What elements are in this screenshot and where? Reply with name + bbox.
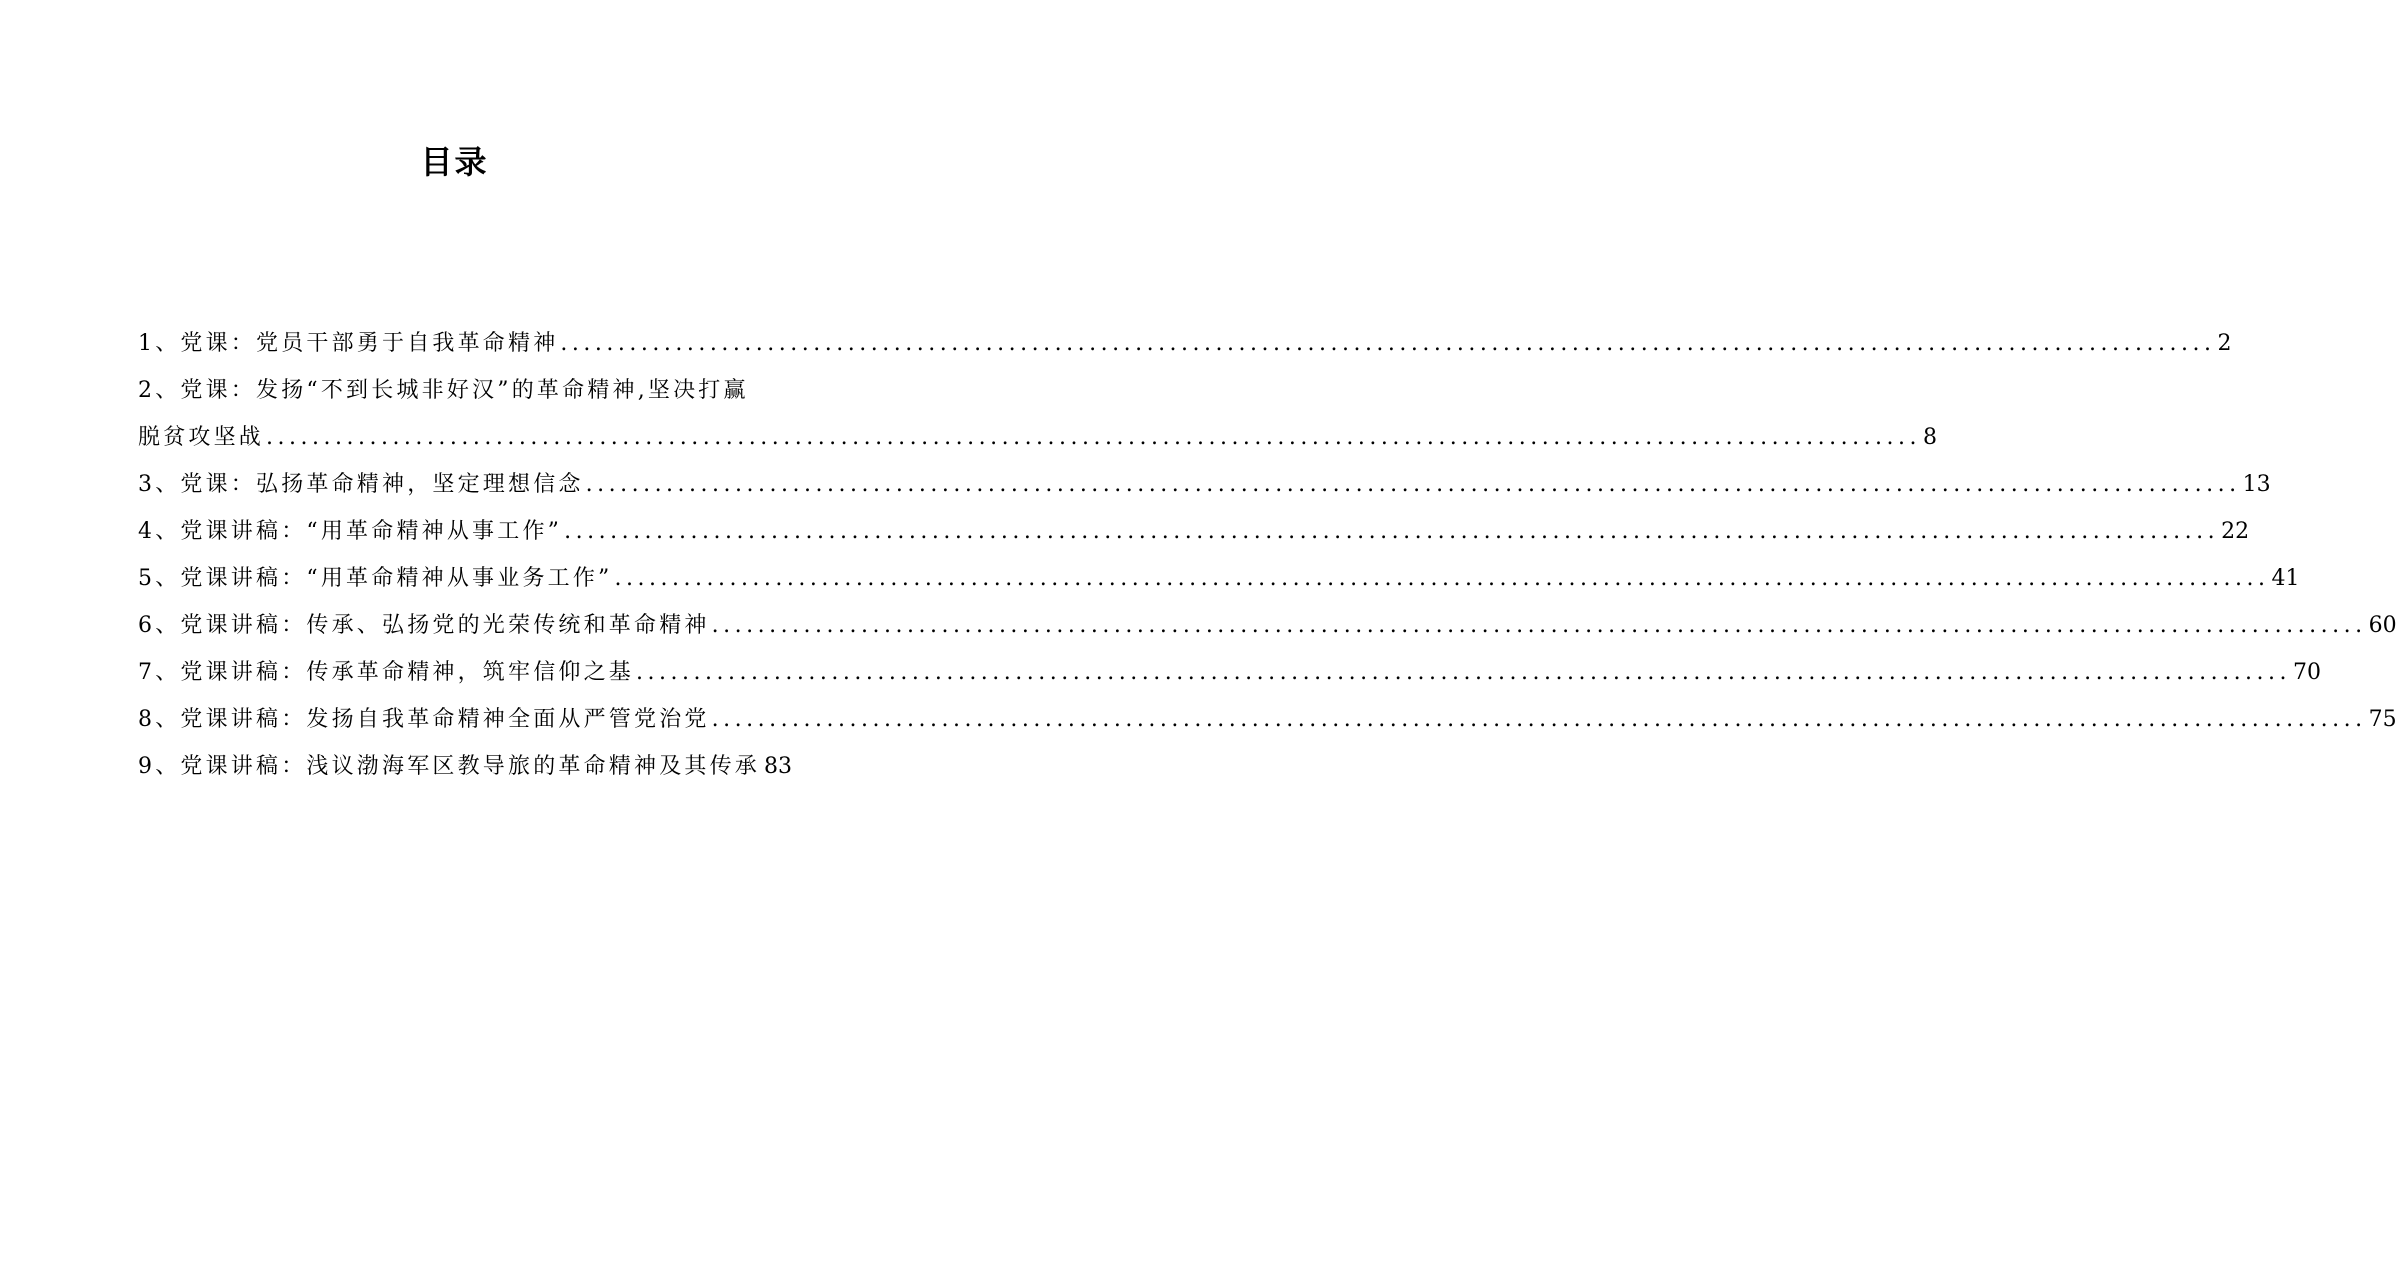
toc-entry-number: 5、	[138, 566, 181, 591]
toc-dot-leader	[560, 320, 2215, 367]
toc-dot-leader	[586, 461, 2241, 508]
toc-page-number: 2	[2217, 331, 2232, 356]
toc-entry-number: 3、	[138, 472, 181, 497]
toc-entry-title: 党课讲稿：浅议渤海军区教导旅的革命精神及其传承	[180, 754, 761, 779]
toc-entry-title: 党课：党员干部勇于自我革命精神	[180, 331, 559, 356]
toc-entry-title: 党课讲稿：“用革命精神从事业务工作”	[180, 566, 613, 591]
page-title: 目录	[420, 143, 489, 181]
toc-entry-9[interactable]	[138, 743, 793, 790]
toc-entry-title-line2: 脱贫攻坚战	[138, 425, 265, 450]
toc-entry-7[interactable]	[138, 649, 2322, 696]
toc-entry-number: 6、	[138, 613, 181, 638]
toc-page-number: 83	[764, 754, 793, 779]
toc-page-number: 13	[2242, 472, 2271, 497]
toc-entry-8[interactable]	[138, 696, 2397, 743]
toc-entry-title: 党课讲稿：发扬自我革命精神全面从严管党治党	[180, 707, 710, 732]
toc-entry-title: 党课讲稿：传承、弘扬党的光荣传统和革命精神	[180, 613, 710, 638]
toc-entry-3[interactable]	[138, 461, 2271, 508]
toc-page-number: 22	[2221, 519, 2250, 544]
toc-entry-5[interactable]	[138, 555, 2300, 602]
toc-entry-title-line1: 党课：发扬“不到长城非好汉”的革命精神,坚决打赢	[180, 378, 749, 403]
toc-page-number: 8	[1923, 425, 1938, 450]
toc-dot-leader	[266, 414, 1921, 461]
toc-entry-number: 1、	[138, 331, 181, 356]
toc-dot-leader	[615, 555, 2270, 602]
toc-dot-leader	[712, 602, 2367, 649]
toc-entry-4[interactable]	[138, 508, 2250, 555]
table-of-contents	[138, 320, 2397, 790]
toc-entry-number: 9、	[138, 754, 181, 779]
toc-entry-number: 4、	[138, 519, 181, 544]
toc-entry-2[interactable]	[138, 367, 1938, 461]
toc-entry-number: 7、	[138, 660, 181, 685]
toc-dot-leader	[564, 508, 2219, 555]
toc-page-number: 75	[2368, 707, 2397, 732]
toc-dot-leader	[636, 649, 2291, 696]
toc-page-number: 60	[2368, 613, 2397, 638]
toc-entry-number: 8、	[138, 707, 181, 732]
toc-entry-title: 党课讲稿：传承革命精神，筑牢信仰之基	[180, 660, 635, 685]
toc-entry-1[interactable]	[138, 320, 2232, 367]
toc-entry-number: 2、	[138, 378, 181, 403]
toc-entry-title: 党课：弘扬革命精神，坚定理想信念	[180, 472, 584, 497]
toc-page-number: 70	[2293, 660, 2322, 685]
toc-dot-leader	[712, 696, 2367, 743]
toc-entry-title: 党课讲稿：“用革命精神从事工作”	[180, 519, 563, 544]
toc-entry-6[interactable]	[138, 602, 2397, 649]
toc-page-number: 41	[2271, 566, 2300, 591]
